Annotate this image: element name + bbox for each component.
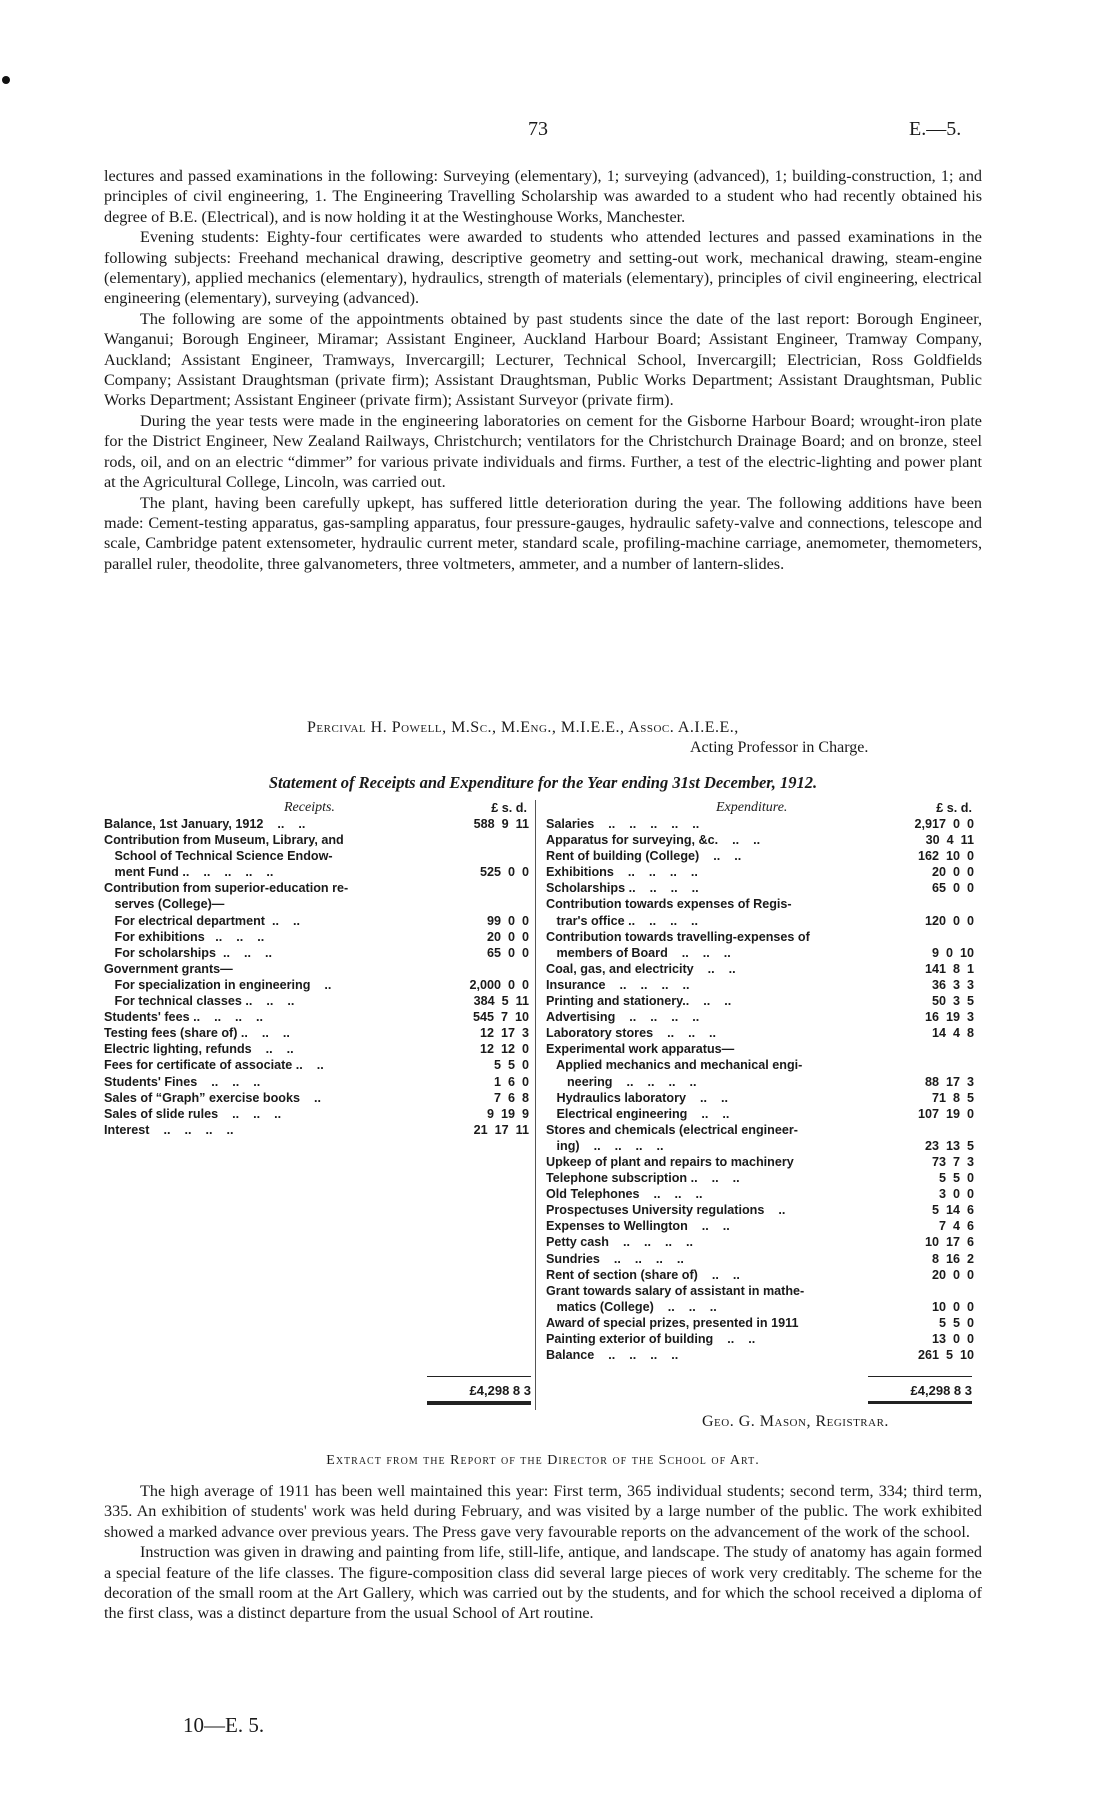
ledger-row (104, 848, 529, 864)
ledger-row (104, 961, 529, 977)
ledger-row (546, 961, 974, 977)
ledger-row (546, 913, 974, 929)
ledger-item-amount: 9 0 10 (931, 945, 974, 960)
ledger-item-label: Upkeep of plant and repairs to machinery (546, 1154, 794, 1169)
ledger-item-label: Fees for certificate of associate .. .. (104, 1058, 324, 1073)
expenditure-list (546, 816, 974, 1363)
art-report (104, 1481, 982, 1624)
ledger-row (104, 864, 529, 880)
ledger-item-label: Sales of slide rules .. .. .. (104, 1106, 282, 1121)
ledger-row (546, 848, 974, 864)
ledger-item-amount: 162 10 0 (917, 849, 974, 864)
ledger-row (546, 1009, 974, 1025)
ledger-item-label: Students' fees .. .. .. .. (104, 1010, 264, 1025)
ledger-item-label: Expenses to Wellington .. .. (546, 1219, 730, 1234)
ledger-item-amount: 384 5 11 (473, 994, 529, 1009)
ledger-row (104, 1074, 529, 1090)
ledger-item-amount: 120 0 0 (924, 913, 974, 928)
total-rule (427, 1376, 531, 1377)
ledger-item-label: For scholarships .. .. .. (104, 945, 272, 960)
ledger-item-label: Contribution towards travelling-expenses of (546, 929, 810, 944)
receipts-column (104, 800, 529, 1138)
ledger-item-amount: 2,917 0 0 (914, 817, 974, 831)
ledger-item-label: Balance .. .. .. .. (546, 1348, 679, 1363)
ledger-row (546, 896, 974, 912)
ledger-item-label: Painting exterior of building .. .. (546, 1332, 756, 1346)
paragraph: The high average of 1911 has been well maintained this year: First term, 365 individual students; second term, 334; third term, 335. An exhibition of students' work was held during February, and was visited by a large number of the public. The work exhibited showed a marked advance over previous years. The Press gave very favourable reports on the advancement of the work of the school. (104, 1482, 982, 1541)
ledger-item-amount: 8 16 2 (931, 1251, 974, 1266)
engineering-report (104, 166, 982, 574)
ledger-item-amount: 20 0 0 (931, 865, 974, 880)
ledger-item-label: members of Board .. .. .. (546, 945, 731, 960)
ledger-row (546, 1299, 974, 1315)
ledger-row (104, 1122, 529, 1138)
ledger-item-label: Contribution from Museum, Library, and (104, 833, 344, 848)
registrar-signature: Geo. G. Mason, Registrar. (702, 1413, 889, 1430)
ledger-item-amount: 7 4 6 (938, 1219, 974, 1234)
ledger-item-label: Advertising .. .. .. .. (546, 1010, 700, 1025)
ledger-row (546, 1057, 974, 1073)
ledger-row (546, 816, 974, 832)
ledger-item-label: Laboratory stores .. .. .. (546, 1026, 717, 1041)
ledger-item-amount: 5 5 0 (938, 1171, 974, 1186)
margin-dot (2, 76, 10, 84)
ledger-item-label: Electrical engineering .. .. (546, 1106, 730, 1121)
ledger-item-amount: 20 0 0 (931, 1267, 974, 1282)
ledger-row (546, 1186, 974, 1202)
ledger-item-amount: 13 0 0 (931, 1332, 974, 1346)
ledger-row (546, 1234, 974, 1250)
ledger-item-label: For specialization in engineering .. (104, 977, 332, 992)
ledger-item-amount: 30 4 11 (925, 833, 974, 848)
ledger-row (546, 1138, 974, 1154)
ledger-item-label: Insurance .. .. .. .. (546, 977, 690, 992)
ledger-item-amount: 12 17 3 (479, 1026, 529, 1041)
ledger-row (546, 832, 974, 848)
ledger-item-label: Experimental work apparatus— (546, 1042, 735, 1057)
ledger-row (104, 1025, 529, 1041)
ledger-row (546, 1251, 974, 1267)
ledger-row (104, 1009, 529, 1025)
ledger-row (546, 945, 974, 961)
ledger-item-amount: 141 8 1 (924, 961, 974, 976)
ledger-item-label: School of Technical Science Endow- (104, 849, 333, 864)
paragraph: Instruction was given in drawing and painting from life, still-life, antique, and landscape. The study of anatomy has again formed a special feature of the life classes. The figure-composition class did several large pieces of work very creditably. The scheme for the decoration of the small room at the Art Gallery, which was carried out by the students, and for which the school received a diploma of the first class, was a distinct departure from the usual School of Art routine. (104, 1543, 982, 1623)
ledger-row (546, 1041, 974, 1057)
ledger-item-label: Contribution from superior-education re- (104, 881, 349, 896)
ledger-item-amount: 12 12 0 (479, 1042, 529, 1057)
ledger-row (104, 945, 529, 961)
ledger-item-amount: 65 0 0 (486, 945, 529, 960)
ledger-item-amount: 71 8 5 (931, 1090, 974, 1105)
ledger-row (104, 977, 529, 993)
ledger-row (546, 1025, 974, 1041)
ledger-row (546, 1122, 974, 1138)
ledger-row (546, 1331, 974, 1347)
ledger-item-label: Students' Fines .. .. .. (104, 1074, 261, 1089)
ledger-item-label: Award of special prizes, presented in 1911 (546, 1315, 799, 1330)
ledger-item-amount: 1 6 0 (493, 1074, 529, 1089)
ledger-item-label: trar's office .. .. .. .. (546, 913, 699, 928)
ledger-item-label: Balance, 1st January, 1912 .. .. (104, 817, 306, 831)
ledger-item-label: For technical classes .. .. .. (104, 994, 295, 1009)
ledger-row (104, 1090, 529, 1106)
ledger-item-amount: 10 17 6 (924, 1235, 974, 1250)
ledger-item-amount: 16 19 3 (924, 1010, 974, 1025)
currency-heading: £ s. d. (491, 801, 527, 815)
ledger-item-amount: 65 0 0 (931, 881, 974, 896)
expenditure-column (546, 800, 974, 1363)
ledger-item-amount: 36 3 3 (931, 977, 974, 992)
ledger-item-label: Salaries .. .. .. .. .. (546, 817, 700, 831)
ledger-item-amount: 588 9 11 (473, 817, 529, 831)
ledger-row (546, 1283, 974, 1299)
ledger-row (104, 1106, 529, 1122)
ledger-item-amount: 2,000 0 0 (469, 977, 529, 992)
ledger-row (546, 1218, 974, 1234)
ledger-item-label: Contribution towards expenses of Regis- (546, 897, 792, 912)
ledger-row (546, 929, 974, 945)
ledger-item-amount: 9 19 9 (486, 1106, 529, 1121)
ledger-item-label: serves (College)— (104, 897, 225, 912)
ledger-row (104, 913, 529, 929)
ledger-item-amount: 261 5 10 (917, 1348, 974, 1363)
ledger-item-label: matics (College) .. .. .. (546, 1299, 717, 1314)
ledger-item-amount: 50 3 5 (931, 994, 974, 1009)
signature-mark: 10—E. 5. (183, 1713, 265, 1737)
ledger-row (546, 1347, 974, 1363)
ledger-item-label: Petty cash .. .. .. .. (546, 1235, 693, 1250)
ledger-row (546, 977, 974, 993)
ledger-item-label: Grant towards salary of assistant in mathe- (546, 1283, 805, 1298)
ledger-item-amount: 107 19 0 (917, 1106, 974, 1121)
ledger-item-label: ment Fund .. .. .. .. .. (104, 865, 274, 880)
paragraph: lectures and passed examinations in the following: Surveying (elementary), 1; surveying (advanced), 1; building-construction, 1; and principles of civil engineering, 1. The Engineering Travelling Scholarship was awarded to a student who had recently obtained his degree of B.E. (Electrical), and is now holding it at the Westinghouse Works, Manchester. (104, 167, 982, 226)
ledger-item-label: Government grants— (104, 961, 233, 976)
ledger-item-label: Rent of building (College) .. .. (546, 849, 742, 864)
ledger-row (104, 896, 529, 912)
ledger-item-label: Interest .. .. .. .. (104, 1122, 234, 1137)
ledger-item-label: For electrical department .. .. (104, 913, 300, 928)
column-divider (535, 800, 536, 1410)
ledger-row (104, 832, 529, 848)
page-number: 73 (528, 118, 548, 140)
ledger-item-label: Testing fees (share of) .. .. .. (104, 1026, 290, 1041)
ledger-row (546, 880, 974, 896)
ledger-row (104, 1041, 529, 1057)
ledger-item-amount: 525 0 0 (479, 865, 529, 880)
receipts-total: £4,298 8 3 (469, 1383, 531, 1398)
ledger-item-amount: 88 17 3 (924, 1074, 974, 1089)
ledger-row (104, 880, 529, 896)
ledger-item-label: Old Telephones .. .. .. (546, 1187, 703, 1202)
ledger-item-amount: 14 4 8 (931, 1026, 974, 1041)
ledger-item-amount: 5 5 0 (493, 1058, 529, 1073)
expenditure-heading: Expenditure. (716, 800, 788, 815)
ledger-item-label: Apparatus for surveying, &c. .. .. (546, 833, 761, 848)
ledger-item-label: Sundries .. .. .. .. (546, 1251, 684, 1266)
total-rule (868, 1376, 972, 1377)
statement-title: Statement of Receipts and Expenditure for the Year ending 31st December, 1912. (268, 773, 818, 792)
ledger-row (546, 1315, 974, 1331)
ledger-item-label: Applied mechanics and mechanical engi- (546, 1058, 803, 1073)
ledger-row (546, 993, 974, 1009)
receipts-list (104, 816, 529, 1138)
ledger-item-label: Telephone subscription .. .. .. (546, 1171, 740, 1186)
ledger-item-label: Exhibitions .. .. .. .. (546, 865, 698, 880)
ledger-item-label: For exhibitions .. .. .. (104, 929, 265, 944)
ledger-item-label: Sales of “Graph” exercise books .. (104, 1090, 321, 1105)
paragraph: The following are some of the appointments obtained by past students since the date of the last report: Borough Engineer, Wanganui; Borough Engineer, Miramar; Assistant Engineer, Auckland Harbour Board; Assistant Engineer, Tramway Company, Auckland; Assistant Engineer, Tramways, Invercargill; Lecturer, Technical School, Invercargill; Electrician, Ross Goldfields Company; Assistant Draughtsman (private firm); Assistant Draughtsman, Public Works Department; Assistant Draughtsman, Public Works Department; Assistant Engineer (private firm); Assistant Surveyor (private firm). (104, 309, 982, 410)
total-double-rule (427, 1401, 531, 1405)
ledger-row (546, 1202, 974, 1218)
engineering-signature: Percival H. Powell, M.Sc., M.Eng., M.I.E.E., Assoc. A.I.E.E., (307, 719, 739, 736)
ledger-item-amount: 99 0 0 (486, 913, 529, 928)
document-reference: E.—5. (909, 118, 962, 140)
ledger-row (546, 1106, 974, 1122)
art-report-heading: Extract from the Report of the Director of the School of Art. (326, 1453, 760, 1468)
ledger-item-amount: 21 17 11 (473, 1122, 529, 1137)
ledger-row (546, 1074, 974, 1090)
ledger-item-amount: 20 0 0 (486, 929, 529, 944)
ledger-item-label: Rent of section (share of) .. .. (546, 1267, 740, 1282)
receipts-heading: Receipts. (284, 800, 335, 815)
ledger-item-label: Prospectuses University regulations .. (546, 1203, 786, 1218)
ledger-item-amount: 545 7 10 (472, 1010, 529, 1025)
ledger-item-label: Coal, gas, and electricity .. .. (546, 961, 736, 976)
ledger-row (546, 1090, 974, 1106)
ledger-item-label: Stores and chemicals (electrical engineer- (546, 1122, 798, 1137)
total-double-rule (868, 1401, 972, 1404)
paragraph: During the year tests were made in the engineering laboratories on cement for the Gisborne Harbour Board; wrought-iron plate for the District Engineer, New Zealand Railways, Christchurch; ventilators for the Christchurch Drainage Board; and on bronze, steel rods, oil, and on an electric “dimmer” for various private individuals and firms. Further, a test of the electric-lighting and power plant at the Agricultural College, Lincoln, was carried out. (104, 411, 982, 492)
ledger-item-label: Hydraulics laboratory .. .. (546, 1090, 728, 1105)
ledger-item-amount: 5 5 0 (938, 1315, 974, 1330)
ledger-row (104, 816, 529, 832)
ledger-row (546, 864, 974, 880)
ledger-item-amount: 73 7 3 (931, 1154, 974, 1169)
ledger-row (104, 993, 529, 1009)
expenditure-total: £4,298 8 3 (910, 1383, 972, 1398)
ledger-item-amount: 3 0 0 (938, 1187, 974, 1202)
ledger-row (104, 929, 529, 945)
ledger-row (546, 1170, 974, 1186)
ledger-item-label: neering .. .. .. .. (546, 1074, 697, 1089)
ledger-item-label: ing) .. .. .. .. (546, 1138, 664, 1153)
ledger-row (546, 1267, 974, 1283)
ledger-item-label: Electric lighting, refunds .. .. (104, 1042, 294, 1057)
ledger-item-label: Scholarships .. .. .. .. (546, 881, 699, 896)
currency-heading: £ s. d. (936, 801, 972, 815)
ledger-item-amount: 23 13 5 (924, 1138, 974, 1153)
paragraph: The plant, having been carefully upkept, has suffered little deterioration during the year. The following additions have been made: Cement-testing apparatus, gas-sampling apparatus, four pressure-gauges, hydraulic safety-valve and connections, telescope and scale, Cambridge patent extensometer, hydraulic current meter, standard scale, profiling-machine carriage, anemometer, themometers, parallel ruler, theodolite, three galvanometers, three voltmeters, ammeter, and a number of lantern-slides. (104, 493, 982, 573)
ledger-item-label: Printing and stationery.. .. .. (546, 994, 732, 1009)
ledger-item-amount: 7 6 8 (493, 1090, 529, 1105)
engineering-signature-title: Acting Professor in Charge. (690, 739, 869, 756)
ledger-item-amount: 5 14 6 (931, 1203, 974, 1218)
paragraph: Evening students: Eighty-four certificates were awarded to students who attended lectures and passed examinations in the following subjects: Freehand mechanical drawing, descriptive geometry and setting-out work, mechanical drawing, steam-engine (elementary), applied mechanics (elementary), hydraulics, strength of materials (elementary), principles of civil engineering, electrical engineering (elementary), surveying (advanced). (104, 228, 982, 308)
ledger-row (546, 1154, 974, 1170)
ledger-row (104, 1057, 529, 1073)
ledger-item-amount: 10 0 0 (931, 1299, 974, 1314)
